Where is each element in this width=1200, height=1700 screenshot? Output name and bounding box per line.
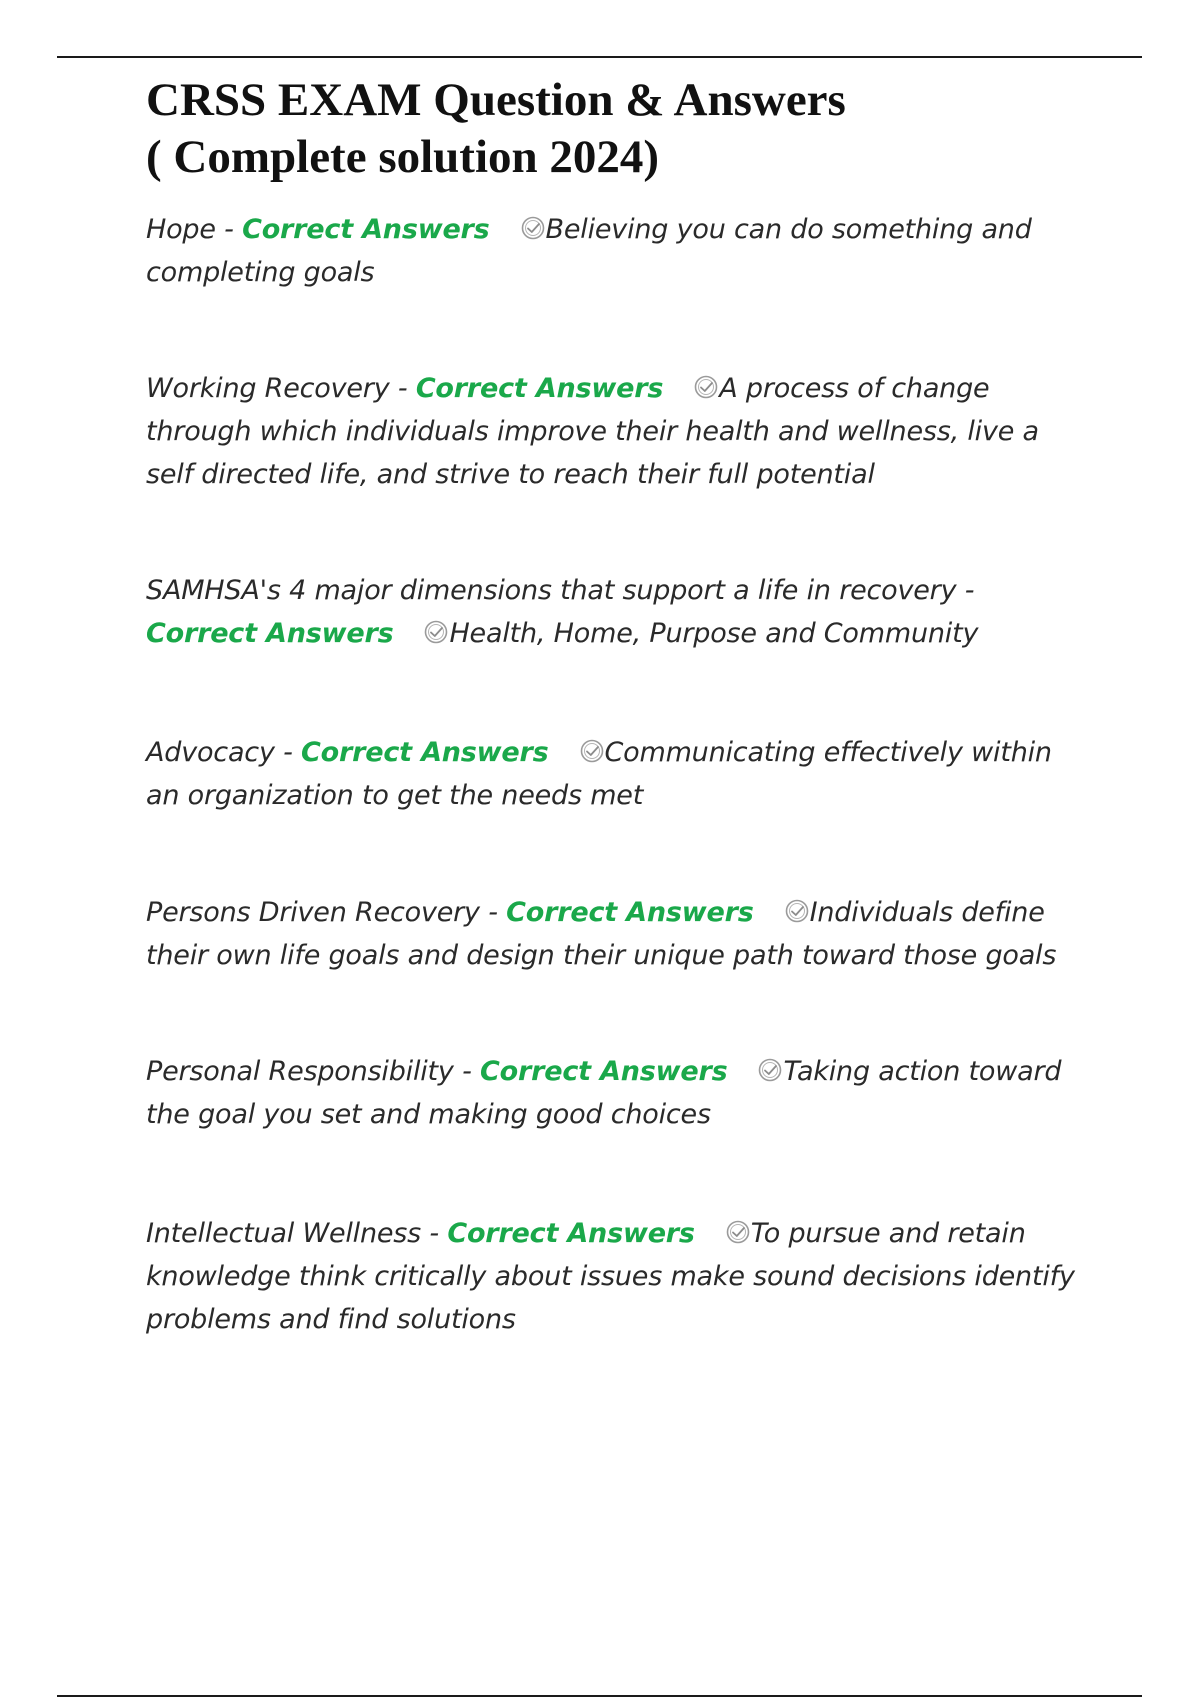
entry-definition: Health, Home, Purpose and Community xyxy=(449,618,979,649)
entry-term: Personal Responsibility xyxy=(146,1056,454,1087)
correct-answers-label: Correct Answers xyxy=(415,373,664,404)
entry-term: Hope xyxy=(146,214,216,245)
correct-answers-label: Correct Answers xyxy=(301,737,549,768)
entry-term: Persons Driven Recovery xyxy=(146,897,480,928)
top-rule xyxy=(57,56,1142,58)
qa-entry-hope xyxy=(146,208,1086,294)
check-seal-icon xyxy=(757,1057,783,1083)
entry-term: SAMHSA's 4 major dimensions that support a life in recovery xyxy=(146,575,957,606)
entry-separator: - xyxy=(274,737,302,768)
entry-definition: Individuals define their own life goals and design their unique path toward those goals xyxy=(146,897,1057,971)
page-title-line-1: CRSS EXAM Question & Answers xyxy=(146,74,846,126)
entry-separator: - xyxy=(956,575,975,606)
entry-separator: - xyxy=(479,897,507,928)
check-seal-icon xyxy=(784,898,810,924)
qa-entry-personal-responsibility xyxy=(146,1050,1086,1136)
entry-term: Advocacy xyxy=(146,737,275,768)
entry-separator: - xyxy=(215,214,243,245)
qa-entry-advocacy xyxy=(146,731,1086,817)
check-seal-icon xyxy=(693,374,719,400)
correct-answers-label: Correct Answers xyxy=(506,897,754,928)
page-title xyxy=(146,72,1126,186)
entry-definition: Communicating effectively within an organization to get the needs met xyxy=(146,737,1052,811)
entry-definition: Taking action toward the goal you set and making good choices xyxy=(146,1056,1062,1130)
qa-entry-samhsa-dimensions xyxy=(146,569,1086,655)
entry-term: Working Recovery xyxy=(146,373,390,404)
entry-term: Intellectual Wellness xyxy=(146,1218,422,1249)
bottom-rule xyxy=(57,1695,1142,1697)
qa-entry-working-recovery xyxy=(146,367,1086,496)
entry-separator: - xyxy=(421,1218,448,1249)
entry-separator: - xyxy=(389,373,416,404)
check-seal-icon xyxy=(423,619,449,645)
entry-definition: A process of change through which individuals improve their health and wellness, live a self directed life, and strive to reach their full potential xyxy=(146,373,1039,490)
entry-separator: - xyxy=(453,1056,481,1087)
qa-entry-intellectual-wellness xyxy=(146,1212,1086,1341)
qa-entry-persons-driven-recovery xyxy=(146,891,1086,977)
check-seal-icon xyxy=(725,1219,751,1245)
entry-definition: To pursue and retain knowledge think critically about issues make sound decisions identify problems and find solutions xyxy=(146,1218,1075,1335)
correct-answers-label: Correct Answers xyxy=(242,214,490,245)
entry-definition: Believing you can do something and completing goals xyxy=(146,214,1032,288)
correct-answers-label: Correct Answers xyxy=(447,1218,695,1249)
page-title-line-2: ( Complete solution 2024) xyxy=(146,131,660,183)
correct-answers-label: Correct Answers xyxy=(146,618,394,649)
check-seal-icon xyxy=(579,738,605,764)
correct-answers-label: Correct Answers xyxy=(480,1056,728,1087)
check-seal-icon xyxy=(520,215,546,241)
